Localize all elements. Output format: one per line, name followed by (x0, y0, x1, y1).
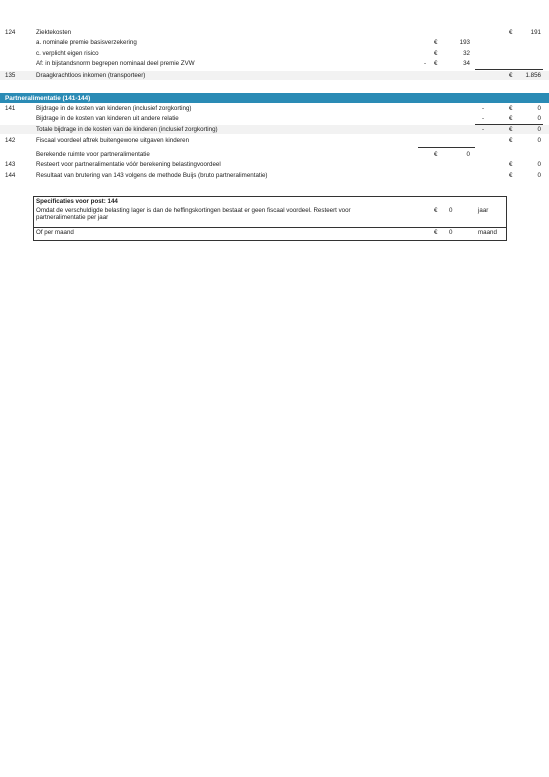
specification-text-line1b: partneralimentatie per jaar (36, 214, 109, 221)
row-value: 0 (537, 105, 541, 112)
row-label-draagkrachtloos-inkomen: Draagkrachtloos inkomen (transporteer) (36, 72, 146, 79)
specification-unit: maand (478, 229, 497, 236)
specification-unit: jaar (478, 207, 489, 214)
sub-item-currency: € (434, 39, 438, 46)
row-number-141: 141 (5, 105, 16, 112)
row-sign: - (482, 105, 485, 112)
row-total-value: 1.856 (525, 72, 541, 79)
row-label: Resteert voor partneralimentatie vóór berekening belastingvoordeel (36, 161, 221, 168)
specification-value: 0 (449, 207, 453, 214)
row-currency: € (509, 29, 513, 36)
row-value: 0 (537, 137, 541, 144)
row-value: 0 (537, 161, 541, 168)
sub-item-label: a. nominale premie basisverzekering (36, 39, 137, 46)
specification-currency: € (434, 207, 438, 214)
section-header-partneralimentatie (0, 93, 549, 103)
row-currency: € (509, 161, 513, 168)
row-mid-currency: € (434, 151, 438, 158)
specification-text-line2: Of per maand (36, 229, 74, 236)
sub-item-sign: - (424, 60, 427, 67)
row-value: 0 (537, 126, 541, 133)
sub-item-value: 193 (459, 39, 470, 46)
row-mid-value: 0 (466, 151, 470, 158)
row-value: 0 (537, 115, 541, 122)
row-number-124: 124 (5, 29, 16, 36)
row-currency: € (509, 172, 513, 179)
specification-currency: € (434, 229, 438, 236)
row-label: Bijdrage in de kosten van kinderen (inclusief zorgkorting) (36, 105, 192, 112)
row-label: Totale bijdrage in de kosten van de kinderen (inclusief zorgkorting) (36, 126, 218, 133)
row-label: Berekende ruimte voor partneralimentatie (36, 151, 150, 158)
specification-text-line1: Omdat de verschuldigde belasting lager is dan de heffingskortingen bestaat er geen fiscaal voordeel. Resteert voor (36, 207, 351, 214)
sub-item-label: Af: in bijstandsnorm begrepen nominaal deel premie ZVW (36, 60, 195, 67)
row-number-135: 135 (5, 72, 16, 79)
row-label-ziektekosten: Ziektekosten (36, 29, 72, 36)
row-label: Fiscaal voordeel aftrek buitengewone uitgaven kinderen (36, 137, 190, 144)
subtotal-rule (418, 147, 475, 148)
row-number-142: 142 (5, 137, 16, 144)
row-value: 0 (537, 172, 541, 179)
row-number-143: 143 (5, 161, 16, 168)
section-header-title: Partneralimentatie (141-144) (5, 95, 91, 102)
sub-item-label: c. verplicht eigen risico (36, 50, 99, 57)
row-label: Bijdrage in de kosten van kinderen uit andere relatie (36, 115, 179, 122)
sub-item-currency: € (434, 60, 438, 67)
specification-value: 0 (449, 229, 453, 236)
row-currency: € (509, 72, 513, 79)
row-sign: - (482, 115, 485, 122)
specification-title: Specificaties voor post: 144 (36, 198, 118, 205)
sub-item-value: 34 (463, 60, 470, 67)
row-label: Resultaat van brutering van 143 volgens de methode Buijs (bruto partneralimentatie) (36, 172, 268, 179)
sub-item-currency: € (434, 50, 438, 57)
row-currency: € (509, 137, 513, 144)
row-currency: € (509, 105, 513, 112)
row-total-value: 191 (530, 29, 541, 36)
row-currency: € (509, 126, 513, 133)
subtotal-rule (475, 69, 543, 70)
row-sign: - (482, 126, 485, 133)
sub-item-value: 32 (463, 50, 470, 57)
row-number-144: 144 (5, 172, 16, 179)
row-currency: € (509, 115, 513, 122)
